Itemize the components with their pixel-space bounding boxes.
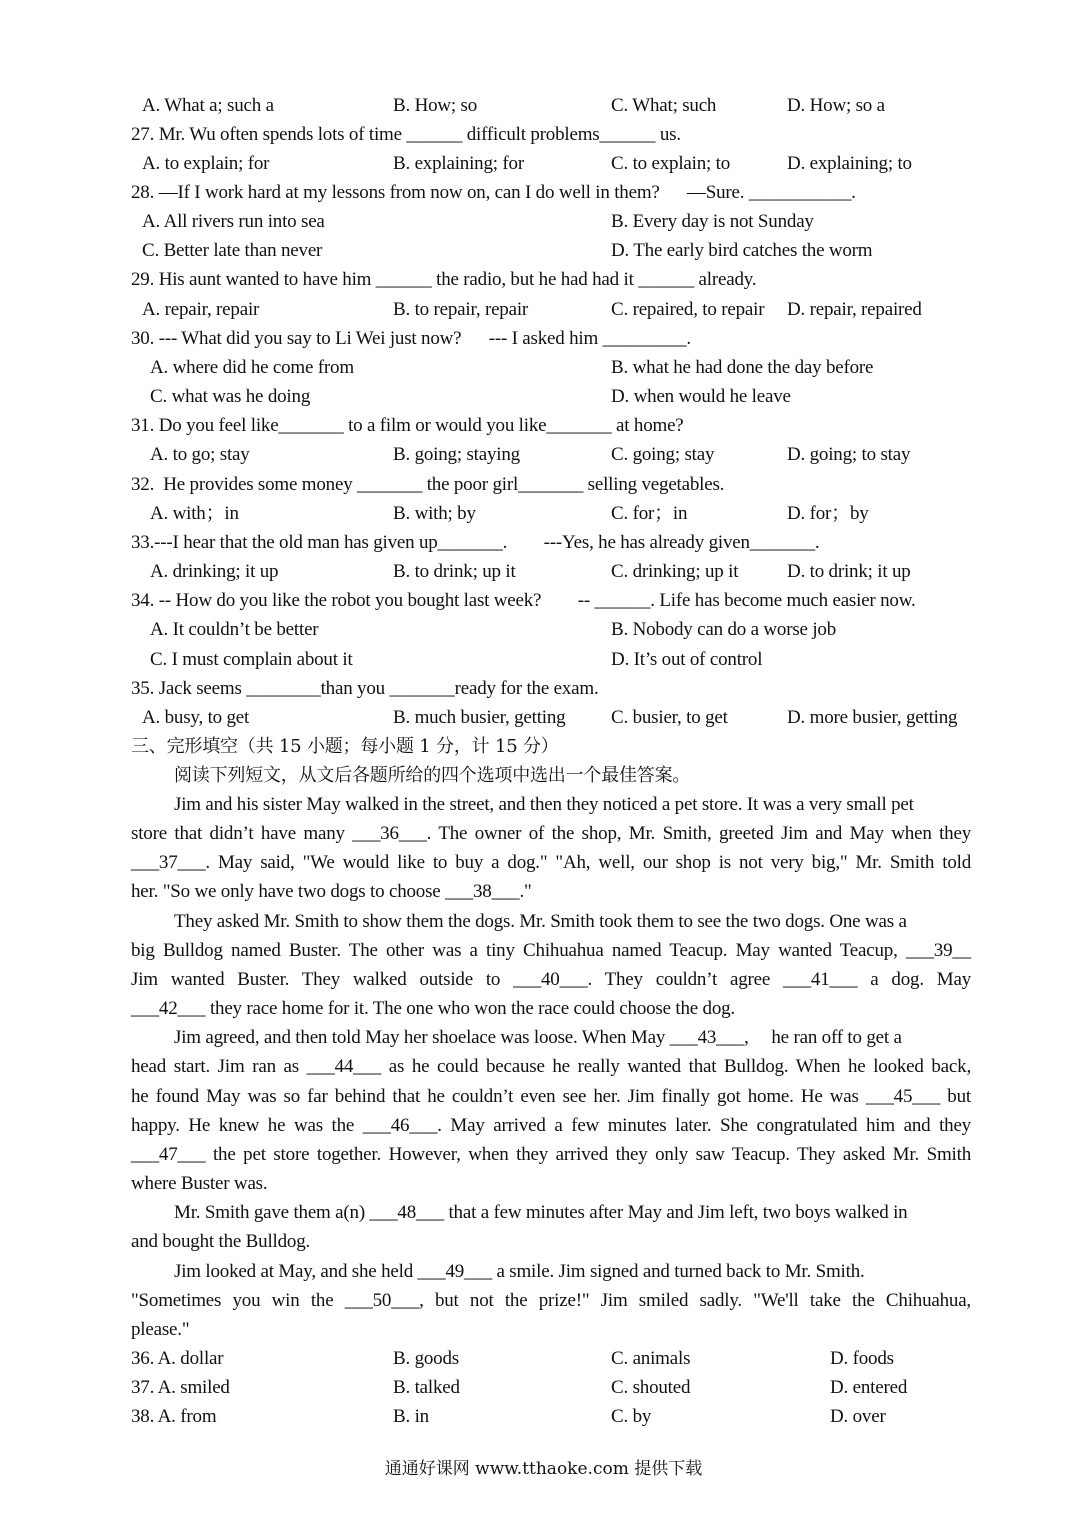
q36-option-b: B. goods <box>393 1348 459 1369</box>
q29-option-d: D. repair, repaired <box>787 299 922 320</box>
q34-option-a: A. It couldn’t be better <box>150 619 319 640</box>
passage-line: store that didn’t have many ___36___. The owner of the shop, Mr. Smith, greeted Jim and May when they <box>131 823 971 844</box>
q30-option-b: B. what he had done the day before <box>611 357 874 378</box>
q28-option-a: A. All rivers run into sea <box>142 211 325 232</box>
q34-option-c: C. I must complain about it <box>150 649 353 670</box>
passage-line: ___47___ the pet store together. However, when they arrived they only saw Teacup. They asked Mr. Smith <box>131 1144 971 1165</box>
q38-option-c: C. by <box>611 1406 652 1427</box>
q26-option-c: C. What; such <box>611 95 717 116</box>
q34-option-b: B. Nobody can do a worse job <box>611 619 836 640</box>
q27-option-d: D. explaining; to <box>787 153 912 174</box>
q35-option-b: B. much busier, getting <box>393 707 566 728</box>
q37-option-b: B. talked <box>393 1377 460 1398</box>
q37-option-d: D. entered <box>830 1377 908 1398</box>
question-31: 31. Do you feel like_______ to a film or would you like_______ at home? <box>131 415 684 436</box>
q26-option-b: B. How; so <box>393 95 478 116</box>
q37-option-c: C. shouted <box>611 1377 691 1398</box>
q27-option-b: B. explaining; for <box>393 153 524 174</box>
passage-line: he found May was so far behind that he couldn’t even see her. Jim finally got home. He was ___45___ but <box>131 1086 971 1107</box>
q32-option-b: B. with; by <box>393 503 476 524</box>
q27-option-c: C. to explain; to <box>611 153 731 174</box>
passage-line: ___37___. May said, "We would like to buy a dog." "Ah, well, our shop is not very big," Mr. Smith told <box>131 852 971 873</box>
q36-option-c: C. animals <box>611 1348 691 1369</box>
passage-line: Jim wanted Buster. They walked outside to ___40___. They couldn’t agree ___41___ a dog. May <box>131 969 971 990</box>
passage-line: her. "So we only have two dogs to choose ___38___." <box>131 881 532 902</box>
passage-line: Jim agreed, and then told May her shoelace was loose. When May ___43___, he ran off to get a <box>174 1027 902 1048</box>
q33-option-c: C. drinking; up it <box>611 561 739 582</box>
q31-option-d: D. going; to stay <box>787 444 911 465</box>
question-34: 34. -- How do you like the robot you bought last week? -- ______. Life has become much easier now. <box>131 590 916 611</box>
q33-option-b: B. to drink; up it <box>393 561 516 582</box>
q27-option-a: A. to explain; for <box>142 153 270 174</box>
q29-option-a: A. repair, repair <box>142 299 260 320</box>
q28-option-b: B. Every day is not Sunday <box>611 211 814 232</box>
section3-instructions: 阅读下列短文，从文后各题所给的四个选项中选出一个最佳答案。 <box>174 765 691 786</box>
question-30: 30. --- What did you say to Li Wei just now? --- I asked him _________. <box>131 328 691 349</box>
section3-title: 三、完形填空（共 15 小题；每小题 1 分，计 15 分） <box>131 736 559 757</box>
q34-option-d: D. It’s out of control <box>611 649 763 670</box>
q31-option-b: B. going; staying <box>393 444 520 465</box>
q35-option-c: C. busier, to get <box>611 707 728 728</box>
question-35: 35. Jack seems ________than you _______ready for the exam. <box>131 678 599 699</box>
q31-option-c: C. going; stay <box>611 444 715 465</box>
question-29: 29. His aunt wanted to have him ______ the radio, but he had had it ______ already. <box>131 269 757 290</box>
q29-option-c: C. repaired, to repair <box>611 299 765 320</box>
q36-option-d: D. foods <box>830 1348 894 1369</box>
q26-option-a: A. What a; such a <box>142 95 274 116</box>
q31-option-a: A. to go; stay <box>150 444 250 465</box>
q30-option-d: D. when would he leave <box>611 386 791 407</box>
q35-option-a: A. busy, to get <box>142 707 250 728</box>
question-33: 33.---I hear that the old man has given up_______. ---Yes, he has already given_______. <box>131 532 820 553</box>
passage-line: Jim and his sister May walked in the street, and then they noticed a pet store. It was a very small pet <box>174 794 914 815</box>
passage-line: happy. He knew he was the ___46___. May arrived a few minutes later. She congratulated him and they <box>131 1115 971 1136</box>
q35-option-d: D. more busier, getting <box>787 707 958 728</box>
passage-line: Mr. Smith gave them a(n) ___48___ that a few minutes after May and Jim left, two boys walked in <box>174 1202 908 1223</box>
q38-option-a: 38. A. from <box>131 1406 217 1427</box>
footer-source: 通通好课网 www.tthaoke.com 提供下载 <box>384 1459 703 1479</box>
q37-option-a: 37. A. smiled <box>131 1377 230 1398</box>
q28-option-c: C. Better late than never <box>142 240 323 261</box>
q32-option-d: D. for；by <box>787 503 869 524</box>
passage-line: big Bulldog named Buster. The other was a tiny Chihuahua named Teacup. May wanted Teacup, ___39__ <box>131 940 971 961</box>
question-27: 27. Mr. Wu often spends lots of time ______ difficult problems______ us. <box>131 124 681 145</box>
q32-option-c: C. for；in <box>611 503 688 524</box>
passage-line: where Buster was. <box>131 1173 268 1194</box>
question-32: 32. He provides some money _______ the poor girl_______ selling vegetables. <box>131 474 725 495</box>
q30-option-c: C. what was he doing <box>150 386 311 407</box>
passage-line: Jim looked at May, and she held ___49___ a smile. Jim signed and turned back to Mr. Smith. <box>174 1261 865 1282</box>
q28-option-d: D. The early bird catches the worm <box>611 240 873 261</box>
passage-line: ___42___ they race home for it. The one who won the race could choose the dog. <box>131 998 736 1019</box>
q30-option-a: A. where did he come from <box>150 357 354 378</box>
passage-line: and bought the Bulldog. <box>131 1231 311 1252</box>
q33-option-a: A. drinking; it up <box>150 561 279 582</box>
q38-option-b: B. in <box>393 1406 429 1427</box>
q29-option-b: B. to repair, repair <box>393 299 529 320</box>
question-28: 28. —If I work hard at my lessons from now on, can I do well in them? —Sure. ___________. <box>131 182 856 203</box>
q33-option-d: D. to drink; it up <box>787 561 911 582</box>
q38-option-d: D. over <box>830 1406 886 1427</box>
passage-line: They asked Mr. Smith to show them the dogs. Mr. Smith took them to see the two dogs. One was a <box>174 911 907 932</box>
q36-option-a: 36. A. dollar <box>131 1348 224 1369</box>
q26-option-d: D. How; so a <box>787 95 885 116</box>
q32-option-a: A. with；in <box>150 503 239 524</box>
passage-line: "Sometimes you win the ___50___, but not the prize!" Jim smiled sadly. "We'll take the Chihuahua, <box>131 1290 971 1311</box>
passage-line: please." <box>131 1319 190 1340</box>
passage-line: head start. Jim ran as ___44___ as he could because he really wanted that Bulldog. When he looked back, <box>131 1056 971 1077</box>
